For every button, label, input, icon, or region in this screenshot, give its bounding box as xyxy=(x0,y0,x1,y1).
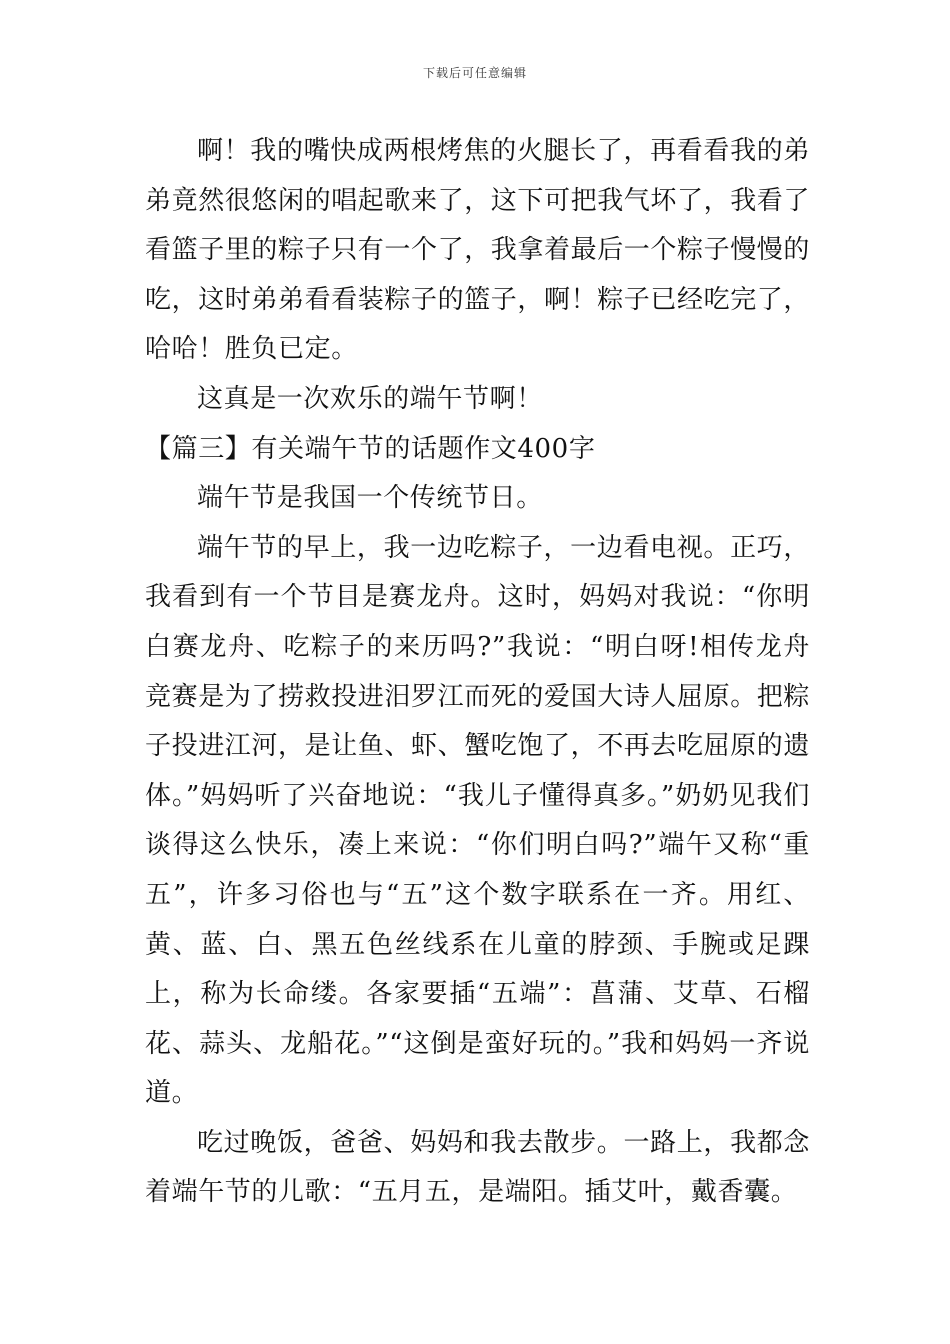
paragraph-happy-festival: 这真是一次欢乐的端午节啊！ xyxy=(197,383,543,414)
page-header-note: 下载后可任意编辑 xyxy=(422,66,527,80)
section-heading: 【篇三】有关端午节的话题作文400字 xyxy=(145,433,596,464)
document-body xyxy=(145,127,810,1218)
paragraph-eating-contest: 啊！我的嘴快成两根烤焦的火腿长了，再看看我的弟弟竟然很悠闲的唱起歌来了，这下可把我气坏了，我看了看篮子里的粽子只有一个了，我拿着最后一个粽子慢慢的吃，这时弟弟看看装粽子的篮子，啊！粽子已经吃完了，哈哈！胜负已定。 xyxy=(145,136,811,365)
paragraph-intro: 端午节是我国一个传统节日。 xyxy=(197,483,543,514)
paragraph-evening-walk: 吃过晚饭，爸爸、妈妈和我去散步。一路上，我都念着端午节的儿歌：“五月五，是端阳。插艾叶，戴香囊。 xyxy=(145,1127,810,1208)
paragraph-customs: 端午节的早上，我一边吃粽子，一边看电视。正巧，我看到有一个节目是赛龙舟。这时，妈妈对我说：“你明白赛龙舟、吃粽子的来历吗?”我说：“明白呀!相传龙舟竞赛是为了捞救投进汨罗江而死的爱国大诗人屈原。把粽子投进江河，是让鱼、虾、蟹吃饱了，不再去吃屈原的遗体。”妈妈听了兴奋地说：“我儿子懂得真多。”奶奶见我们谈得这么快乐，凑上来说：“你们明白吗?”端午又称“重五”，许多习俗也与“五”这个数字联系在一齐。用红、黄、蓝、白、黑五色丝线系在儿童的脖颈、手腕或足踝上，称为长命缕。各家要插“五端”：菖蒲、艾草、石榴花、蒜头、龙船花。”“这倒是蛮好玩的。”我和妈妈一齐说道。 xyxy=(145,532,811,1109)
